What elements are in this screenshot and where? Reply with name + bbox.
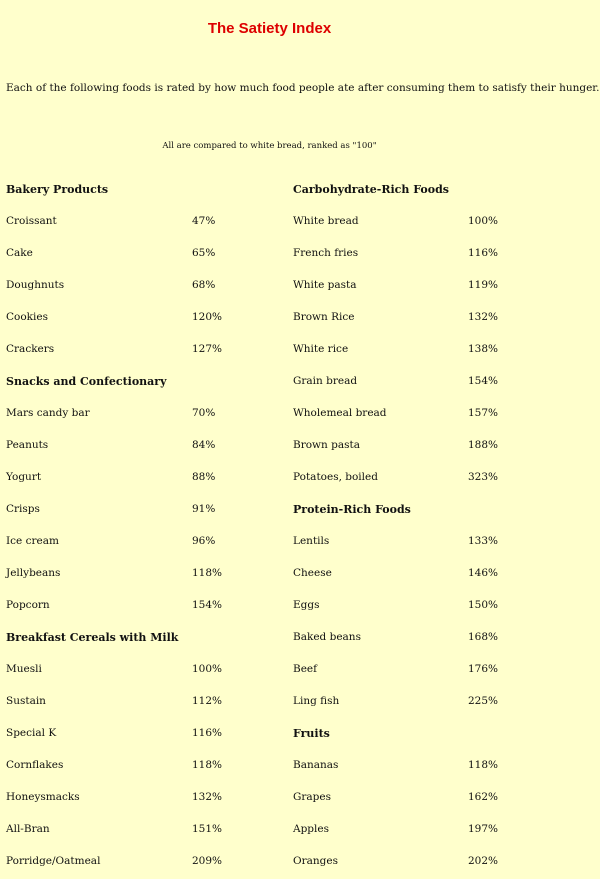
food-name: Peanuts	[6, 439, 49, 451]
food-row-french-fries	[293, 239, 533, 271]
satiety-value: 127%	[192, 343, 223, 355]
section-heading-label: Bakery Products	[6, 183, 109, 196]
section-heading-bakery-products	[6, 175, 286, 207]
food-name: Cornflakes	[6, 759, 64, 771]
satiety-value: 96%	[192, 535, 216, 547]
food-row-popcorn	[6, 591, 286, 623]
satiety-value: 323%	[468, 471, 499, 483]
food-name: Wholemeal bread	[293, 407, 387, 419]
section-heading-carbohydrate-rich-foods	[293, 175, 533, 207]
food-name: Grapes	[293, 791, 331, 803]
food-row-cheese	[293, 559, 533, 591]
food-name: Eggs	[293, 599, 320, 611]
food-row-cornflakes	[6, 751, 286, 783]
satiety-value: 225%	[468, 695, 499, 707]
food-name: Brown Rice	[293, 311, 355, 323]
food-name: Potatoes, boiled	[293, 471, 378, 483]
food-name: Ling fish	[293, 695, 340, 707]
satiety-value: 116%	[468, 247, 499, 259]
food-name: Popcorn	[6, 599, 50, 611]
satiety-value: 132%	[468, 311, 499, 323]
satiety-value: 209%	[192, 855, 223, 867]
food-row-honeysmacks	[6, 783, 286, 815]
satiety-value: 154%	[192, 599, 223, 611]
food-row-grapes	[293, 783, 533, 815]
satiety-value: 68%	[192, 279, 216, 291]
food-name: Crackers	[6, 343, 55, 355]
satiety-value: 119%	[468, 279, 499, 291]
food-name: Sustain	[6, 695, 46, 707]
food-row-oranges	[293, 847, 533, 879]
satiety-value: 70%	[192, 407, 216, 419]
food-name: Special K	[6, 727, 57, 739]
food-name: Jellybeans	[6, 567, 61, 579]
section-heading-label: Carbohydrate-Rich Foods	[293, 183, 449, 196]
food-row-white-rice	[293, 335, 533, 367]
food-name: Grain bread	[293, 375, 358, 387]
food-name: Mars candy bar	[6, 407, 90, 419]
food-name: Cookies	[6, 311, 48, 323]
food-row-white-bread	[293, 207, 533, 239]
food-row-lentils	[293, 527, 533, 559]
satiety-value: 197%	[468, 823, 499, 835]
food-row-brown-pasta	[293, 431, 533, 463]
satiety-value: 91%	[192, 503, 216, 515]
food-name: White bread	[293, 215, 359, 227]
intro-text: Each of the following foods is rated by how much food people ate after consuming them to satisfy their hunger.	[6, 82, 600, 94]
food-row-crackers	[6, 335, 286, 367]
section-heading-label: Snacks and Confectionary	[6, 375, 167, 388]
satiety-value: 118%	[192, 759, 223, 771]
satiety-value: 202%	[468, 855, 499, 867]
satiety-value: 133%	[468, 535, 499, 547]
satiety-value: 150%	[468, 599, 499, 611]
section-heading-breakfast-cereals-with-milk	[6, 623, 286, 655]
food-name: Crisps	[6, 503, 40, 515]
food-row-baked-beans	[293, 623, 533, 655]
satiety-value: 112%	[192, 695, 223, 707]
food-name: Baked beans	[293, 631, 361, 643]
food-row-crisps	[6, 495, 286, 527]
food-name: Croissant	[6, 215, 57, 227]
food-row-porridge-oatmeal	[6, 847, 286, 879]
food-name: Oranges	[293, 855, 338, 867]
food-row-wholemeal-bread	[293, 399, 533, 431]
satiety-value: 65%	[192, 247, 216, 259]
page-title: The Satiety Index	[207, 20, 332, 37]
satiety-value: 118%	[468, 759, 499, 771]
food-name: Honeysmacks	[6, 791, 80, 803]
food-name: Cheese	[293, 567, 332, 579]
food-name: Lentils	[293, 535, 330, 547]
food-row-muesli	[6, 655, 286, 687]
food-name: Ice cream	[6, 535, 59, 547]
food-row-potatoes-boiled	[293, 463, 533, 495]
satiety-value: 188%	[468, 439, 499, 451]
food-row-yogurt	[6, 463, 286, 495]
right-column	[293, 175, 533, 879]
satiety-value: 151%	[192, 823, 223, 835]
food-row-peanuts	[6, 431, 286, 463]
satiety-value: 84%	[192, 439, 216, 451]
food-name: Muesli	[6, 663, 42, 675]
section-heading-snacks-and-confectionary	[6, 367, 286, 399]
food-row-special-k	[6, 719, 286, 751]
food-row-ice-cream	[6, 527, 286, 559]
food-name: Bananas	[293, 759, 339, 771]
satiety-value: 116%	[192, 727, 223, 739]
satiety-value: 100%	[192, 663, 223, 675]
food-row-sustain	[6, 687, 286, 719]
food-name: White pasta	[293, 279, 357, 291]
satiety-value: 168%	[468, 631, 499, 643]
food-row-bananas	[293, 751, 533, 783]
satiety-value: 120%	[192, 311, 223, 323]
satiety-value: 146%	[468, 567, 499, 579]
food-name: Porridge/Oatmeal	[6, 855, 101, 867]
satiety-value: 88%	[192, 471, 216, 483]
section-heading-label: Protein-Rich Foods	[293, 503, 411, 516]
food-row-beef	[293, 655, 533, 687]
section-heading-protein-rich-foods	[293, 495, 533, 527]
food-name: Yogurt	[6, 471, 42, 483]
food-name: French fries	[293, 247, 359, 259]
comparison-note: All are compared to white bread, ranked as "100"	[162, 141, 377, 151]
food-row-mars-candy-bar	[6, 399, 286, 431]
food-name: All-Bran	[6, 823, 50, 835]
satiety-value: 176%	[468, 663, 499, 675]
food-name: Cake	[6, 247, 33, 259]
food-row-white-pasta	[293, 271, 533, 303]
food-row-grain-bread	[293, 367, 533, 399]
satiety-value: 132%	[192, 791, 223, 803]
section-heading-label: Breakfast Cereals with Milk	[6, 631, 179, 644]
left-column	[6, 175, 286, 879]
food-row-all-bran	[6, 815, 286, 847]
food-row-jellybeans	[6, 559, 286, 591]
food-name: Doughnuts	[6, 279, 65, 291]
food-name: Beef	[293, 663, 318, 675]
satiety-value: 154%	[468, 375, 499, 387]
satiety-value: 47%	[192, 215, 216, 227]
satiety-value: 157%	[468, 407, 499, 419]
satiety-value: 118%	[192, 567, 223, 579]
food-row-apples	[293, 815, 533, 847]
satiety-value: 162%	[468, 791, 499, 803]
food-name: Apples	[293, 823, 329, 835]
food-row-cake	[6, 239, 286, 271]
section-heading-fruits	[293, 719, 533, 751]
food-row-cookies	[6, 303, 286, 335]
food-row-ling-fish	[293, 687, 533, 719]
satiety-value: 138%	[468, 343, 499, 355]
satiety-value: 100%	[468, 215, 499, 227]
section-heading-label: Fruits	[293, 727, 330, 740]
food-name: Brown pasta	[293, 439, 360, 451]
food-name: White rice	[293, 343, 349, 355]
food-row-brown-rice	[293, 303, 533, 335]
food-row-croissant	[6, 207, 286, 239]
food-row-eggs	[293, 591, 533, 623]
food-row-doughnuts	[6, 271, 286, 303]
